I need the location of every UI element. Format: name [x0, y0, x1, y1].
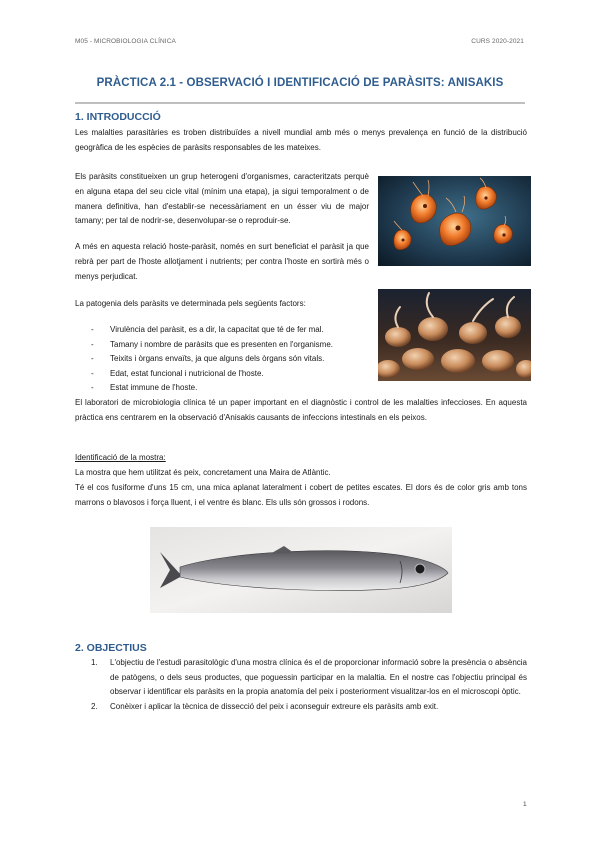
- pathogenesis-factors-list: [75, 323, 333, 396]
- list-item-number: 1.: [91, 658, 98, 667]
- sample-heading: Identificació de la mostra:: [75, 453, 166, 462]
- pathogenesis-intro: La patogenia dels paràsits ve determinada pels següents factors:: [75, 299, 306, 308]
- list-item: - Estat immune de l'hoste.: [75, 381, 333, 396]
- list-item: - Teixits i òrgans envaïts, ja que alguns dels òrgans són vitals.: [75, 352, 333, 367]
- sample-paragraph-2: Té el cos fusiforme d'uns 15 cm, una mica aplanat lateralment i cobert de petites escates. El dors és de color gris amb tons marrons o blavosos i força lluent, i el ventre és blanc. Els ulls són grossos i rodons.: [75, 483, 527, 507]
- intro-paragraph-5: El laboratori de microbiologia clínica té un paper important en el diagnòstic i control de les malalties infeccioses. En aquesta pràctica ens centrarem en la observació d'Anisakis causants de infeccions intestinals en els peixos.: [75, 398, 527, 422]
- list-item-text: Conèixer i aplicar la tècnica de dissecció del peix i aconseguir extreure els paràsits amb exit.: [110, 701, 439, 711]
- list-item: - Tamany i nombre de paràsits que es presenten en l'organisme.: [75, 338, 333, 353]
- objectives-list: [75, 656, 527, 714]
- fish-sample-image: [150, 527, 452, 613]
- page-number: 1: [523, 801, 527, 808]
- sample-paragraph-1: La mostra que hem utilitzat és peix, concretament una Maira de Atlàntic.: [75, 468, 331, 477]
- intro-paragraph-2: Els paràsits constitueixen un grup heterogeni d'organismes, caracteritzats perquè en alguna etapa del seu cicle vital (mínim una etapa), ja sigui temporalment o de manera definitiva, han d'establir-se necessàriament en un ésser viu de major tamany; per tal de nodrir-se, desenvolupar-se o reproduir-se.: [75, 172, 369, 226]
- list-item-text: L'objectiu de l'estudi parasitològic d'una mostra clínica és el de proporcionar informació sobre la presència o absència de patògens, o dels seus productes, que poguessin participar en la malaltia. En el nostre cas l'objectiu principal és observar i identificar els paràsits en la propia anatomía del peix i posteriorment visualitzar-los en el microscopi òptic.: [110, 658, 527, 697]
- list-item: [75, 656, 527, 700]
- title-divider: [75, 102, 525, 104]
- intro-paragraph-1: Les malalties parasitàries es troben distribuïdes a nivell mundial amb més o menys prevalença en funció de la distribució geogràfica de les espècies de paràsits responsables de les mateixes.: [75, 128, 527, 152]
- page-title: PRÀCTICA 2.1 - OBSERVACIÓ I IDENTIFICACIÓ DE PARÀSITS: ANISAKIS: [96, 77, 504, 89]
- intro-paragraph-3: A més en aquesta relació hoste-paràsit, només en surt beneficiat el paràsit ja que rebrà per part de l'hoste allotjament i nutrients; per contra l'hoste en sortirà més o menys perjudicat.: [75, 242, 369, 281]
- section-heading-introduccio: 1. INTRODUCCIÓ: [75, 111, 161, 123]
- parasites-orange-image: [378, 176, 531, 266]
- list-item: - Edat, estat funcional i nutricional de l'hoste.: [75, 367, 333, 382]
- list-item: - Virulència del paràsit, es a dir, la capacitat que té de fer mal.: [75, 323, 333, 338]
- section-heading-objectius: 2. OBJECTIUS: [75, 642, 147, 654]
- header-year: CURS 2020-2021: [471, 38, 524, 45]
- list-item-number: 2.: [91, 701, 98, 711]
- list-item: [75, 700, 527, 715]
- parasites-intestine-image: [378, 289, 531, 381]
- header-course: M05 - MICROBIOLOGIA CLÍNICA: [75, 38, 176, 45]
